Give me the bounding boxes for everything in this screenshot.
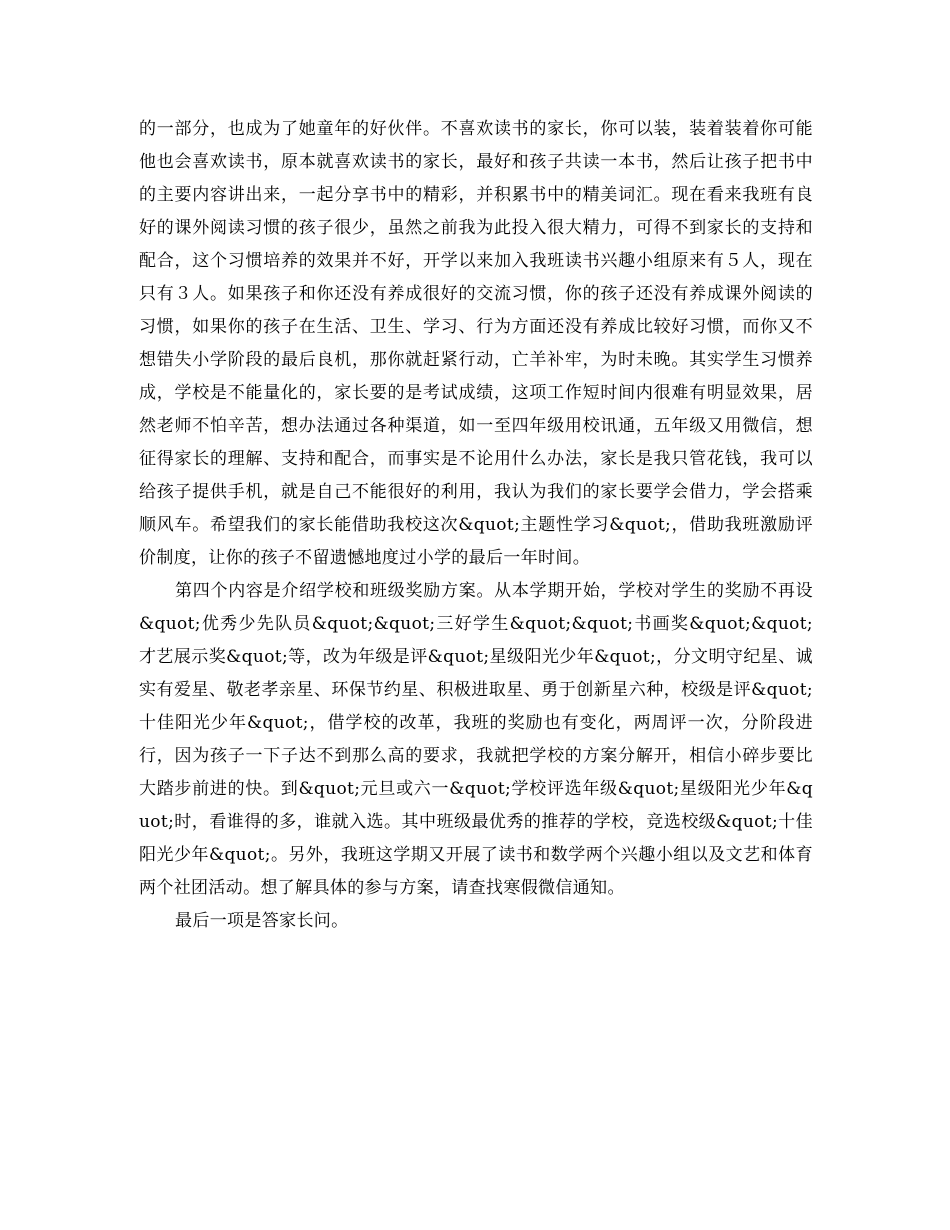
paragraph-parent-questions: 最后一项是答家长问。 <box>175 911 349 931</box>
document-page <box>139 113 813 938</box>
paragraph-reading-habits: 的一部分，也成为了她童年的好伙伴。不喜欢读书的家长，你可以装，装着装着你可能他也会喜欢读书，原本就喜欢读书的家长，最好和孩子共读一本书，然后让孩子把书中的主要内容讲出来，一起分享书中的精彩，并积累书中的精美词汇。现在看来我班有良好的课外阅读习惯的孩子很少，虽然之前我为此投入很大精力，可得不到家长的支持和配合，这个习惯培养的效果并不好，开学以来加入我班读书兴趣小组原来有５人，现在只有３人。如果孩子和你还没有养成很好的交流习惯，你的孩子还没有养成课外阅读的习惯，如果你的孩子在生活、卫生、学习、行为方面还没有养成比较好习惯，而你又不想错失小学阶段的最后良机，那你就赶紧行动，亡羊补牢，为时未晚。其实学生习惯养成，学校是不能量化的，家长要的是考试成绩，这项工作短时间内很难有明显效果，居然老师不怕辛苦，想办法通过各种渠道，如一至四年级用校讯通，五年级又用微信，想征得家长的理解、支持和配合，而事实是不论用什么办法，家长是我只管花钱，我可以给孩子提供手机，就是自己不能很好的利用，我认为我们的家长要学会借力，学会搭乘顺风车。希望我们的家长能借助我校这次&quot;主题性学习&quot;，借助我班激励评价制度，让你的孩子不留遗憾地度过小学的最后一年时间。 <box>139 119 813 568</box>
paragraph-reward-scheme: 第四个内容是介绍学校和班级奖励方案。从本学期开始，学校对学生的奖励不再设&quot;优秀少先队员&quot;&quot;三好学生&quot;&quot;书画奖&quot;&quot;才艺展示奖&quot;等，改为年级是评&quot;星级阳光少年&quot;，分文明守纪星、诚实有爱星、敬老孝亲星、环保节约星、积极进取星、勇于创新星六种，校级是评&quot;十佳阳光少年&quot;，借学校的改革，我班的奖励也有变化，两周评一次，分阶段进行，因为孩子一下子达不到那么高的要求，我就把学校的方案分解开，相信小碎步要比大踏步前进的快。到&quot;元旦或六一&quot;学校评选年级&quot;星级阳光少年&quot;时，看谁得的多，谁就入选。其中班级最优秀的推荐的学校，竞选校级&quot;十佳阳光少年&quot;。另外，我班这学期又开展了读书和数学两个兴趣小组以及文艺和体育两个社团活动。想了解具体的参与方案，请查找寒假微信通知。 <box>139 581 813 898</box>
